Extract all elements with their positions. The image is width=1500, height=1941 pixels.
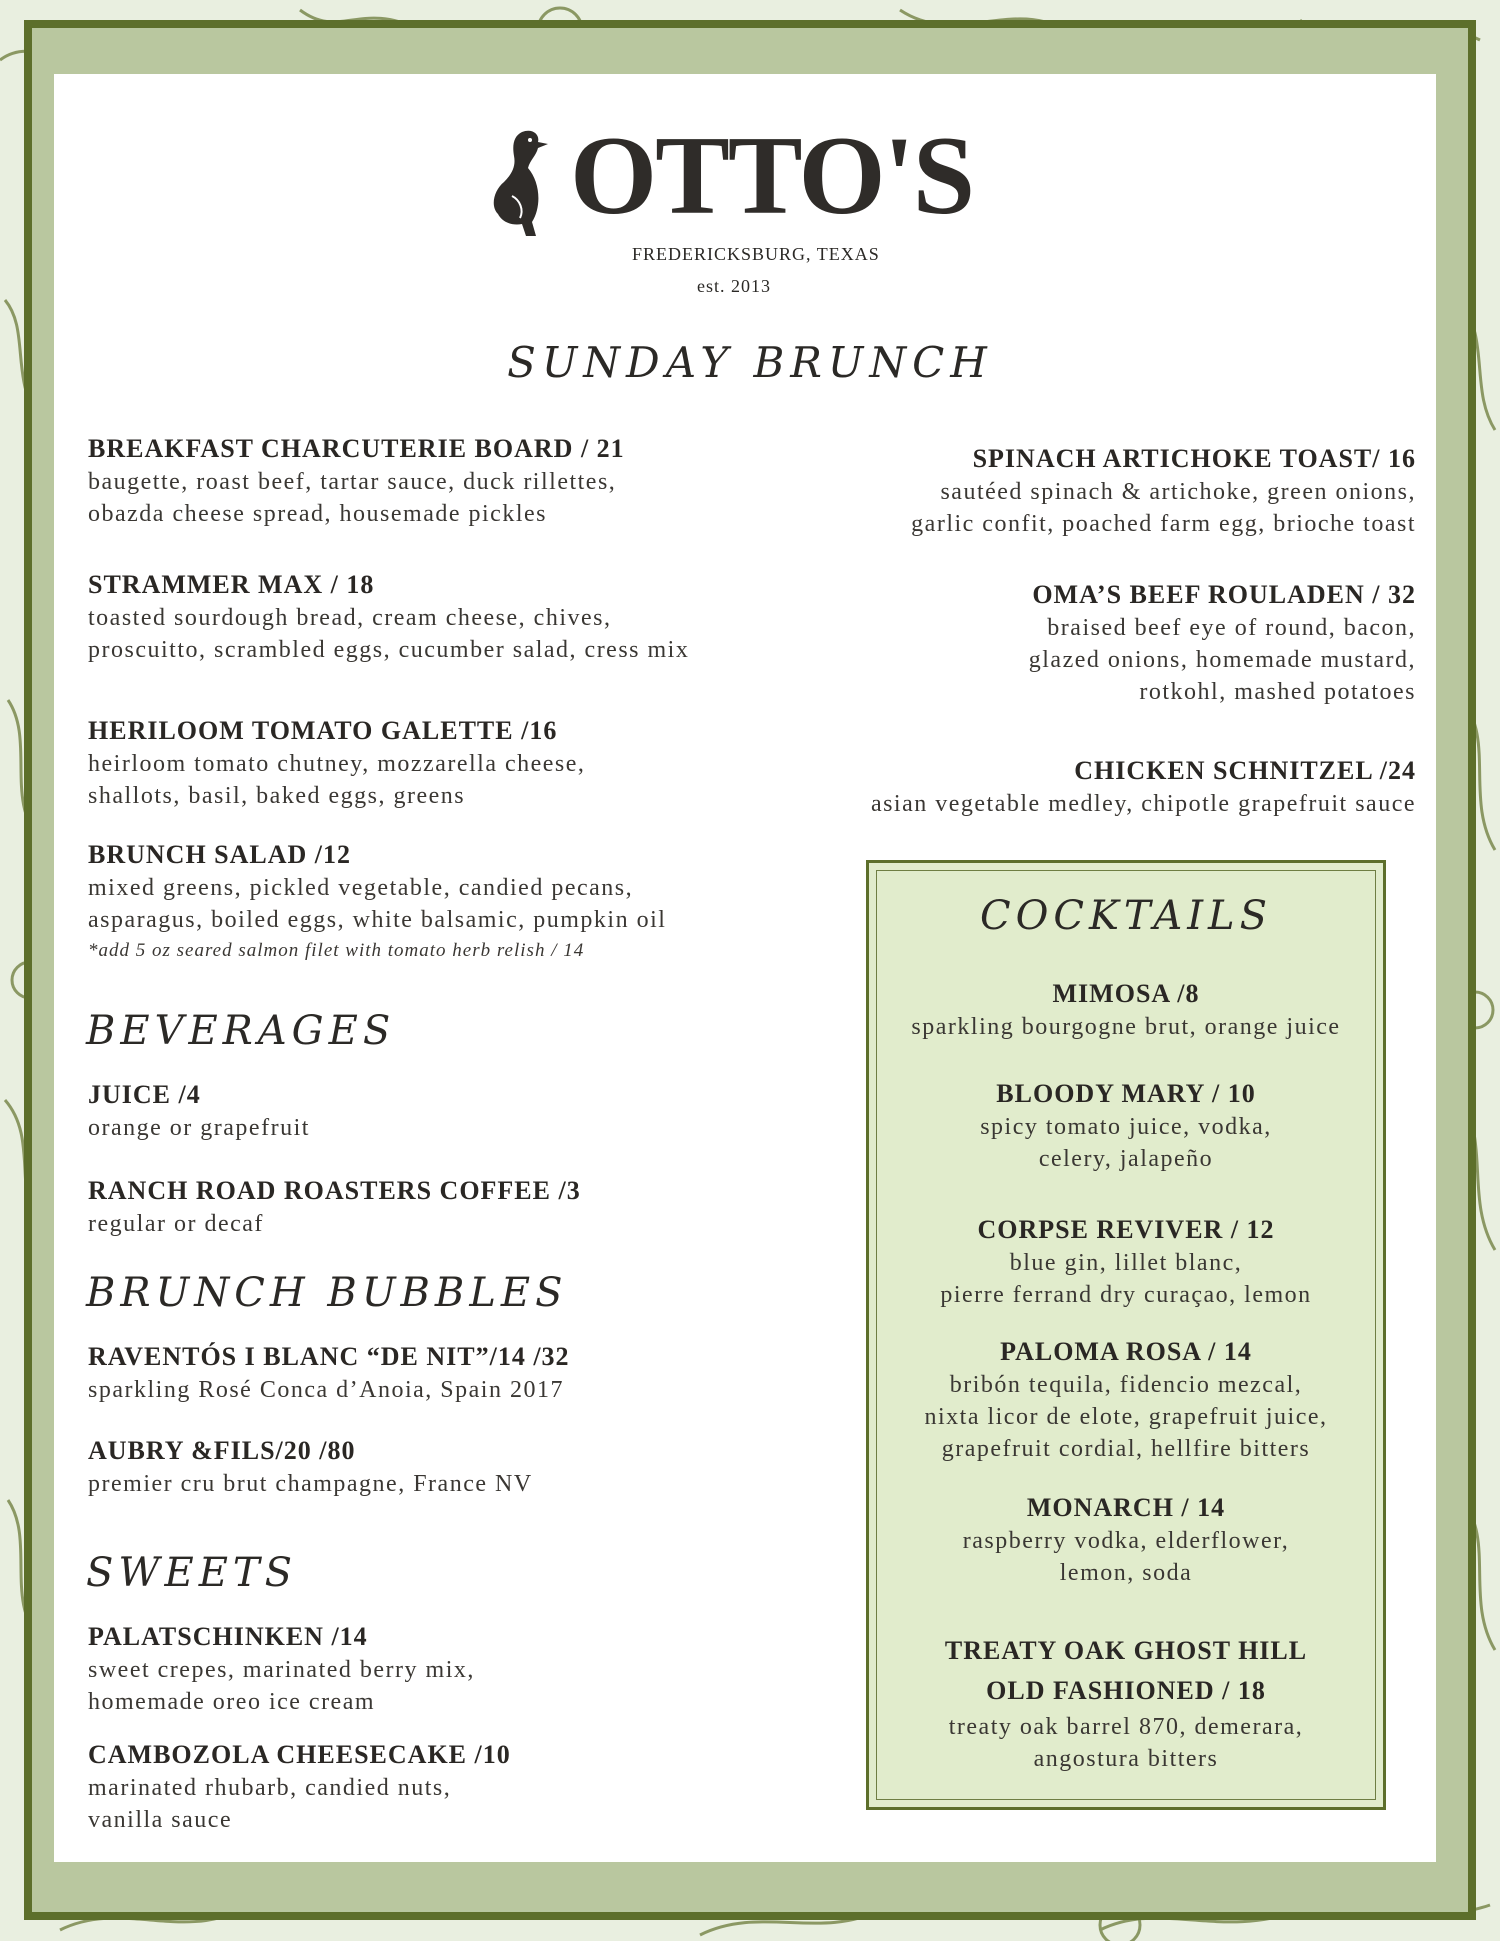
menu-item-tomato-galette bbox=[88, 714, 585, 812]
ottos-logo bbox=[482, 114, 1022, 248]
established-year: est. 2013 bbox=[697, 276, 771, 296]
section-heading-sweets: SWEETS bbox=[86, 1550, 297, 1596]
item-desc: sautéed spinach & artichoke, green onions, bbox=[940, 479, 1416, 505]
item-desc: pierre ferrand dry curaçao, lemon bbox=[940, 1282, 1312, 1308]
item-desc: lemon, soda bbox=[1059, 1560, 1193, 1586]
menu-item-raventos bbox=[88, 1340, 570, 1406]
menu-item-beef-rouladen bbox=[1029, 578, 1416, 708]
item-desc: marinated rhubarb, candied nuts, bbox=[88, 1775, 452, 1801]
item-desc: glazed onions, homemade mustard, bbox=[1028, 647, 1416, 673]
item-name: BRUNCH SALAD /12 bbox=[88, 840, 352, 869]
item-name: MIMOSA /8 bbox=[1052, 979, 1200, 1008]
cocktail-mimosa bbox=[869, 977, 1383, 1043]
menu-item-strammer-max bbox=[88, 568, 689, 666]
item-name: HERILOOM TOMATO GALETTE /16 bbox=[88, 716, 558, 745]
item-name: AUBRY &FILS/20 /80 bbox=[88, 1436, 356, 1465]
item-desc: braised beef eye of round, bacon, bbox=[1047, 615, 1416, 641]
item-desc: orange or grapefruit bbox=[88, 1115, 310, 1141]
item-name: BLOODY MARY / 10 bbox=[996, 1079, 1256, 1108]
menu-item-charcuterie bbox=[88, 432, 625, 530]
item-desc: grapefruit cordial, hellfire bitters bbox=[941, 1436, 1311, 1462]
item-desc: obazda cheese spread, housemade pickles bbox=[88, 501, 547, 527]
item-name: CAMBOZOLA CHEESECAKE /10 bbox=[88, 1740, 511, 1769]
item-desc: regular or decaf bbox=[88, 1211, 264, 1237]
item-desc: homemade oreo ice cream bbox=[88, 1689, 376, 1715]
item-desc: nixta licor de elote, grapefruit juice, bbox=[924, 1404, 1328, 1430]
item-name: OMA’S BEEF ROULADEN / 32 bbox=[1032, 580, 1416, 609]
item-desc: vanilla sauce bbox=[88, 1807, 233, 1833]
item-name-line2: OLD FASHIONED / 18 bbox=[986, 1676, 1266, 1705]
item-desc: spicy tomato juice, vodka, bbox=[980, 1114, 1272, 1140]
item-desc: sparkling Rosé Conca d’Anoia, Spain 2017 bbox=[88, 1377, 564, 1403]
item-name: MONARCH / 14 bbox=[1026, 1493, 1226, 1522]
duck-logo-icon bbox=[482, 126, 554, 244]
menu-item-brunch-salad bbox=[88, 838, 666, 966]
cocktail-bloody-mary bbox=[869, 1077, 1383, 1175]
item-name: PALOMA ROSA / 14 bbox=[1000, 1337, 1252, 1366]
item-desc: rotkohl, mashed potatoes bbox=[1139, 679, 1416, 705]
item-desc: baugette, roast beef, tartar sauce, duck rillettes, bbox=[88, 469, 617, 495]
item-desc: bribón tequila, fidencio mezcal, bbox=[949, 1372, 1303, 1398]
menu-item-chicken-schnitzel bbox=[871, 754, 1416, 820]
item-desc: asparagus, boiled eggs, white balsamic, pumpkin oil bbox=[88, 907, 667, 933]
item-desc: celery, jalapeño bbox=[1038, 1146, 1214, 1172]
item-name: TREATY OAK GHOST HILL bbox=[944, 1636, 1308, 1665]
cocktail-old-fashioned bbox=[869, 1631, 1383, 1775]
item-name: SPINACH ARTICHOKE TOAST/ 16 bbox=[972, 444, 1416, 473]
item-name: PALATSCHINKEN /14 bbox=[88, 1622, 368, 1651]
item-desc: sweet crepes, marinated berry mix, bbox=[88, 1657, 475, 1683]
item-name: STRAMMER MAX / 18 bbox=[88, 570, 375, 599]
section-heading-beverages: BEVERAGES bbox=[86, 1008, 396, 1054]
item-desc: sparkling bourgogne brut, orange juice bbox=[911, 1014, 1341, 1040]
item-desc: blue gin, lillet blanc, bbox=[1009, 1250, 1243, 1276]
item-desc: heirloom tomato chutney, mozzarella cheese, bbox=[88, 751, 586, 777]
menu-item-juice bbox=[88, 1078, 310, 1144]
item-desc: garlic confit, poached farm egg, brioche toast bbox=[911, 511, 1416, 537]
brand-name: OTTO'S bbox=[570, 114, 974, 238]
menu-item-aubry bbox=[88, 1434, 533, 1500]
item-name: JUICE /4 bbox=[88, 1080, 201, 1109]
item-desc: premier cru brut champagne, France NV bbox=[88, 1471, 533, 1497]
item-name: CHICKEN SCHNITZEL /24 bbox=[1074, 756, 1416, 785]
cocktails-panel bbox=[866, 860, 1386, 1810]
menu-item-palatschinken bbox=[88, 1620, 475, 1718]
item-desc: mixed greens, pickled vegetable, candied pecans, bbox=[88, 875, 634, 901]
cocktail-corpse-reviver bbox=[869, 1213, 1383, 1311]
item-desc: proscuitto, scrambled eggs, cucumber salad, cress mix bbox=[88, 637, 690, 663]
location: FREDERICKSBURG, TEXAS bbox=[632, 244, 880, 264]
item-desc: asian vegetable medley, chipotle grapefruit sauce bbox=[870, 791, 1416, 817]
item-name: RANCH ROAD ROASTERS COFFEE /3 bbox=[88, 1176, 581, 1205]
section-heading-bubbles: BRUNCH BUBBLES bbox=[86, 1270, 568, 1316]
cocktail-monarch bbox=[869, 1491, 1383, 1589]
item-note: *add 5 oz seared salmon filet with tomato herb relish / 14 bbox=[88, 940, 585, 961]
menu-title: SUNDAY BRUNCH bbox=[507, 338, 993, 387]
item-desc: toasted sourdough bread, cream cheese, chives, bbox=[88, 605, 612, 631]
cocktail-paloma-rosa bbox=[869, 1335, 1383, 1465]
menu-item-spinach-toast bbox=[911, 442, 1416, 540]
item-name: CORPSE REVIVER / 12 bbox=[977, 1215, 1275, 1244]
menu-item-cheesecake bbox=[88, 1738, 511, 1836]
item-desc: shallots, basil, baked eggs, greens bbox=[88, 783, 466, 809]
section-heading-cocktails: COCKTAILS bbox=[979, 893, 1273, 939]
item-desc: treaty oak barrel 870, demerara, bbox=[948, 1714, 1304, 1740]
item-desc: raspberry vodka, elderflower, bbox=[962, 1528, 1290, 1554]
item-name: BREAKFAST CHARCUTERIE BOARD / 21 bbox=[88, 434, 625, 463]
item-name: RAVENTÓS I BLANC “DE NIT”/14 /32 bbox=[88, 1342, 570, 1371]
menu-item-coffee bbox=[88, 1174, 581, 1240]
item-desc: angostura bitters bbox=[1033, 1746, 1219, 1772]
